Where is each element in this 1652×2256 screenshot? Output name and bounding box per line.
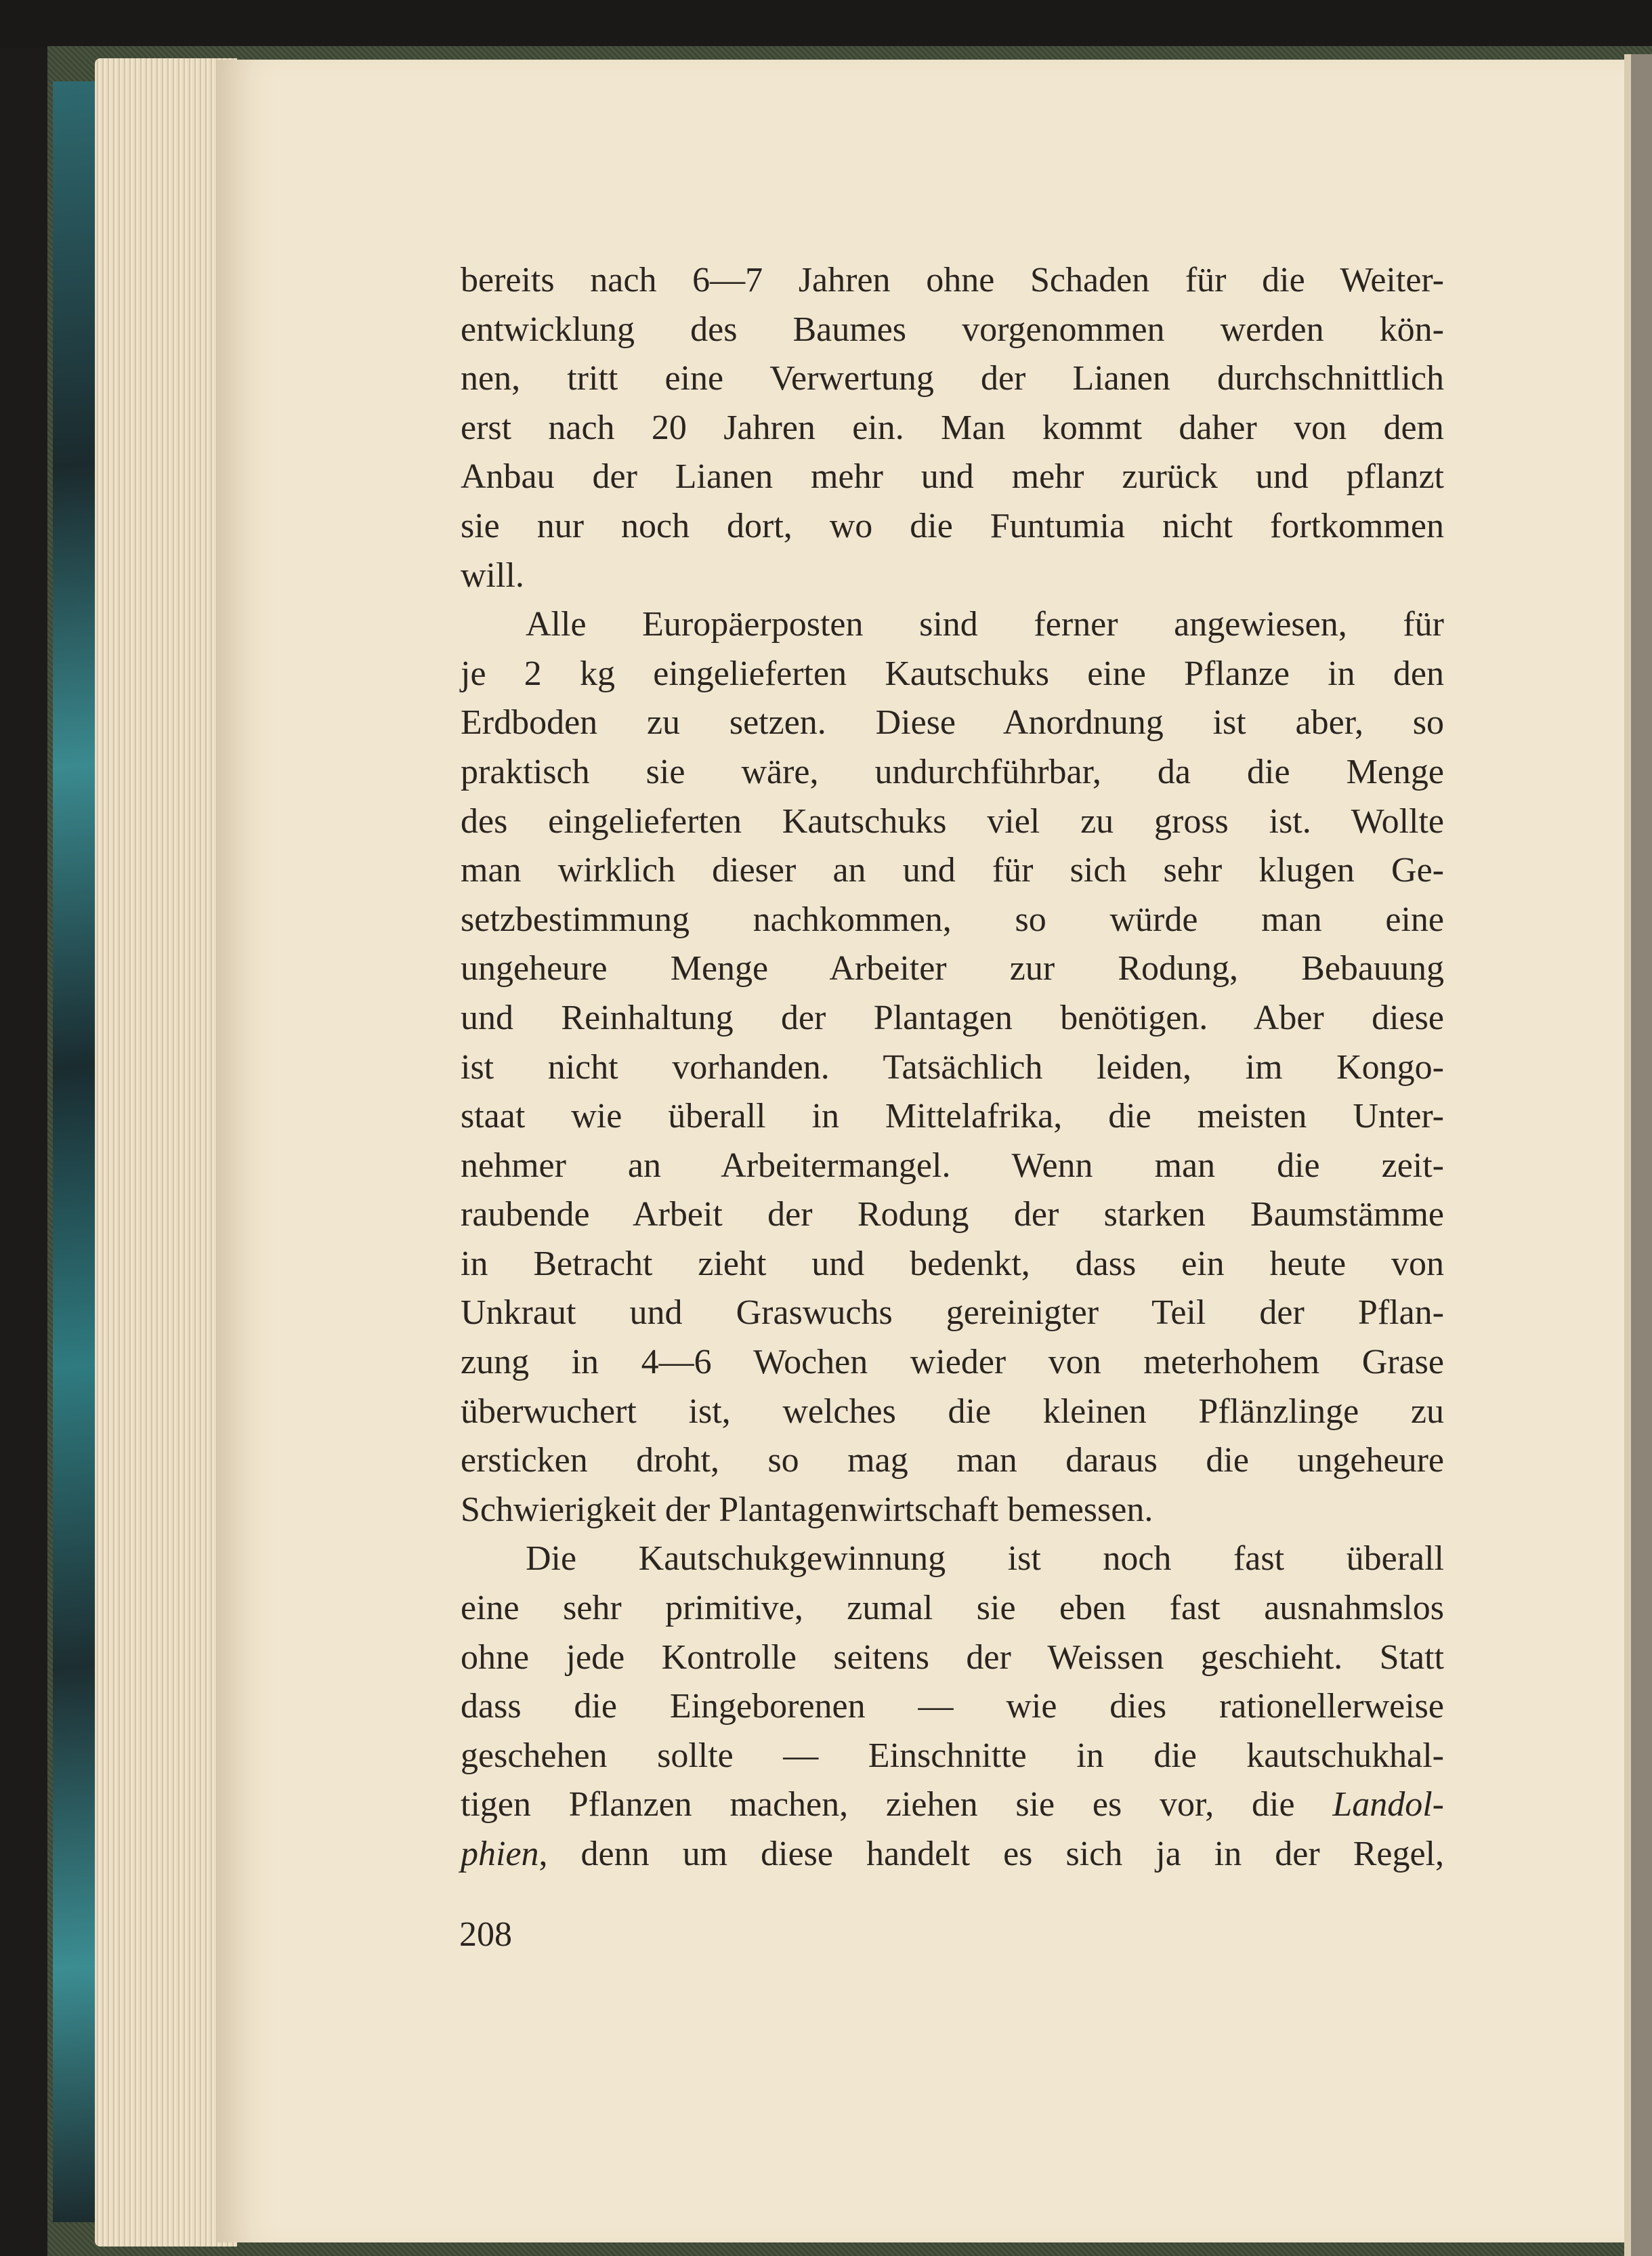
page-number: 208 [459,1915,512,1954]
text-line: Die Kautschukgewinnung ist noch fast überall [526,1539,1444,1579]
text-segment: tigen Pflanzen machen, ziehen sie es vor, die [461,1785,1333,1824]
scan-background [0,0,1652,47]
text-line: Alle Europäerposten sind ferner angewiesen, für [526,605,1444,644]
text-segment: , denn um diese handelt es sich ja in der Regel, [538,1835,1444,1873]
text-line: Anbau der Lianen mehr und mehr zurück und pflanzt [461,457,1444,497]
text-line: nehmer an Arbeitermangel. Wenn man die zeit- [461,1146,1444,1185]
text-line: raubende Arbeit der Rodung der starken Baumstämme [461,1195,1444,1234]
text-line: nen, tritt eine Verwertung der Lianen durchschnittlich [461,359,1444,398]
text-line: des eingelieferten Kautschuks viel zu gross ist. Wollte [461,801,1444,841]
text-line: man wirklich dieser an und für sich sehr klugen Ge- [461,851,1444,890]
italic-term: Landol- [1332,1785,1444,1824]
text-line: ist nicht vorhanden. Tatsächlich leiden, im Kongo- [461,1047,1444,1087]
text-line: eine sehr primitive, zumal sie eben fast ausnahmslos [461,1589,1444,1628]
text-line: geschehen sollte — Einschnitte in die kautschukhal- [461,1736,1444,1775]
text-line: praktisch sie wäre, undurchführbar, da die Menge [461,752,1444,791]
text-line: sie nur noch dort, wo die Funtumia nicht fortkommen [461,506,1444,545]
text-line: ersticken droht, so mag man daraus die ungeheure [461,1441,1444,1480]
right-page-edge-highlight [1624,54,1631,2256]
text-line: dass die Eingeborenen — wie dies rationellerweise [461,1687,1444,1726]
text-line: je 2 kg eingelieferten Kautschuks eine Pflanze in den [461,654,1444,693]
text-line: entwicklung des Baumes vorgenommen werden kön- [461,310,1444,349]
text-line: erst nach 20 Jahren ein. Man kommt daher von dem [461,408,1444,447]
text-line: in Betracht zieht und bedenkt, dass ein heute von [461,1244,1444,1283]
text-line: bereits nach 6—7 Jahren ohne Schaden für die Weiter- [461,261,1444,299]
page-edges [95,58,237,2247]
text-line: Erdboden zu setzen. Diese Anordnung ist aber, so [461,703,1444,743]
text-line: zung in 4—6 Wochen wieder von meterhohem Grase [461,1343,1444,1382]
text-line: Schwierigkeit der Plantagenwirtschaft bemessen. [461,1490,1153,1529]
text-line: will. [461,556,524,595]
text-line: ungeheure Menge Arbeiter zur Rodung, Bebauung [461,949,1444,988]
text-line: ohne jede Kontrolle seitens der Weissen geschieht. Statt [461,1637,1444,1677]
text-line: und Reinhaltung der Plantagen benötigen. Aber diese [461,998,1444,1037]
italic-term: phien [461,1835,539,1873]
text-line: staat wie überall in Mittelafrika, die meisten Unter- [461,1097,1444,1136]
text-line: überwuchert ist, welches die kleinen Pflänzlinge zu [461,1392,1444,1431]
text-line: Unkraut und Graswuchs gereinigter Teil der Pflan- [461,1293,1444,1333]
text-line: setzbestimmung nachkommen, so würde man eine [461,900,1444,939]
text-line [461,1780,1444,1830]
text-line [461,1830,1444,1879]
body-text [461,256,1444,1879]
